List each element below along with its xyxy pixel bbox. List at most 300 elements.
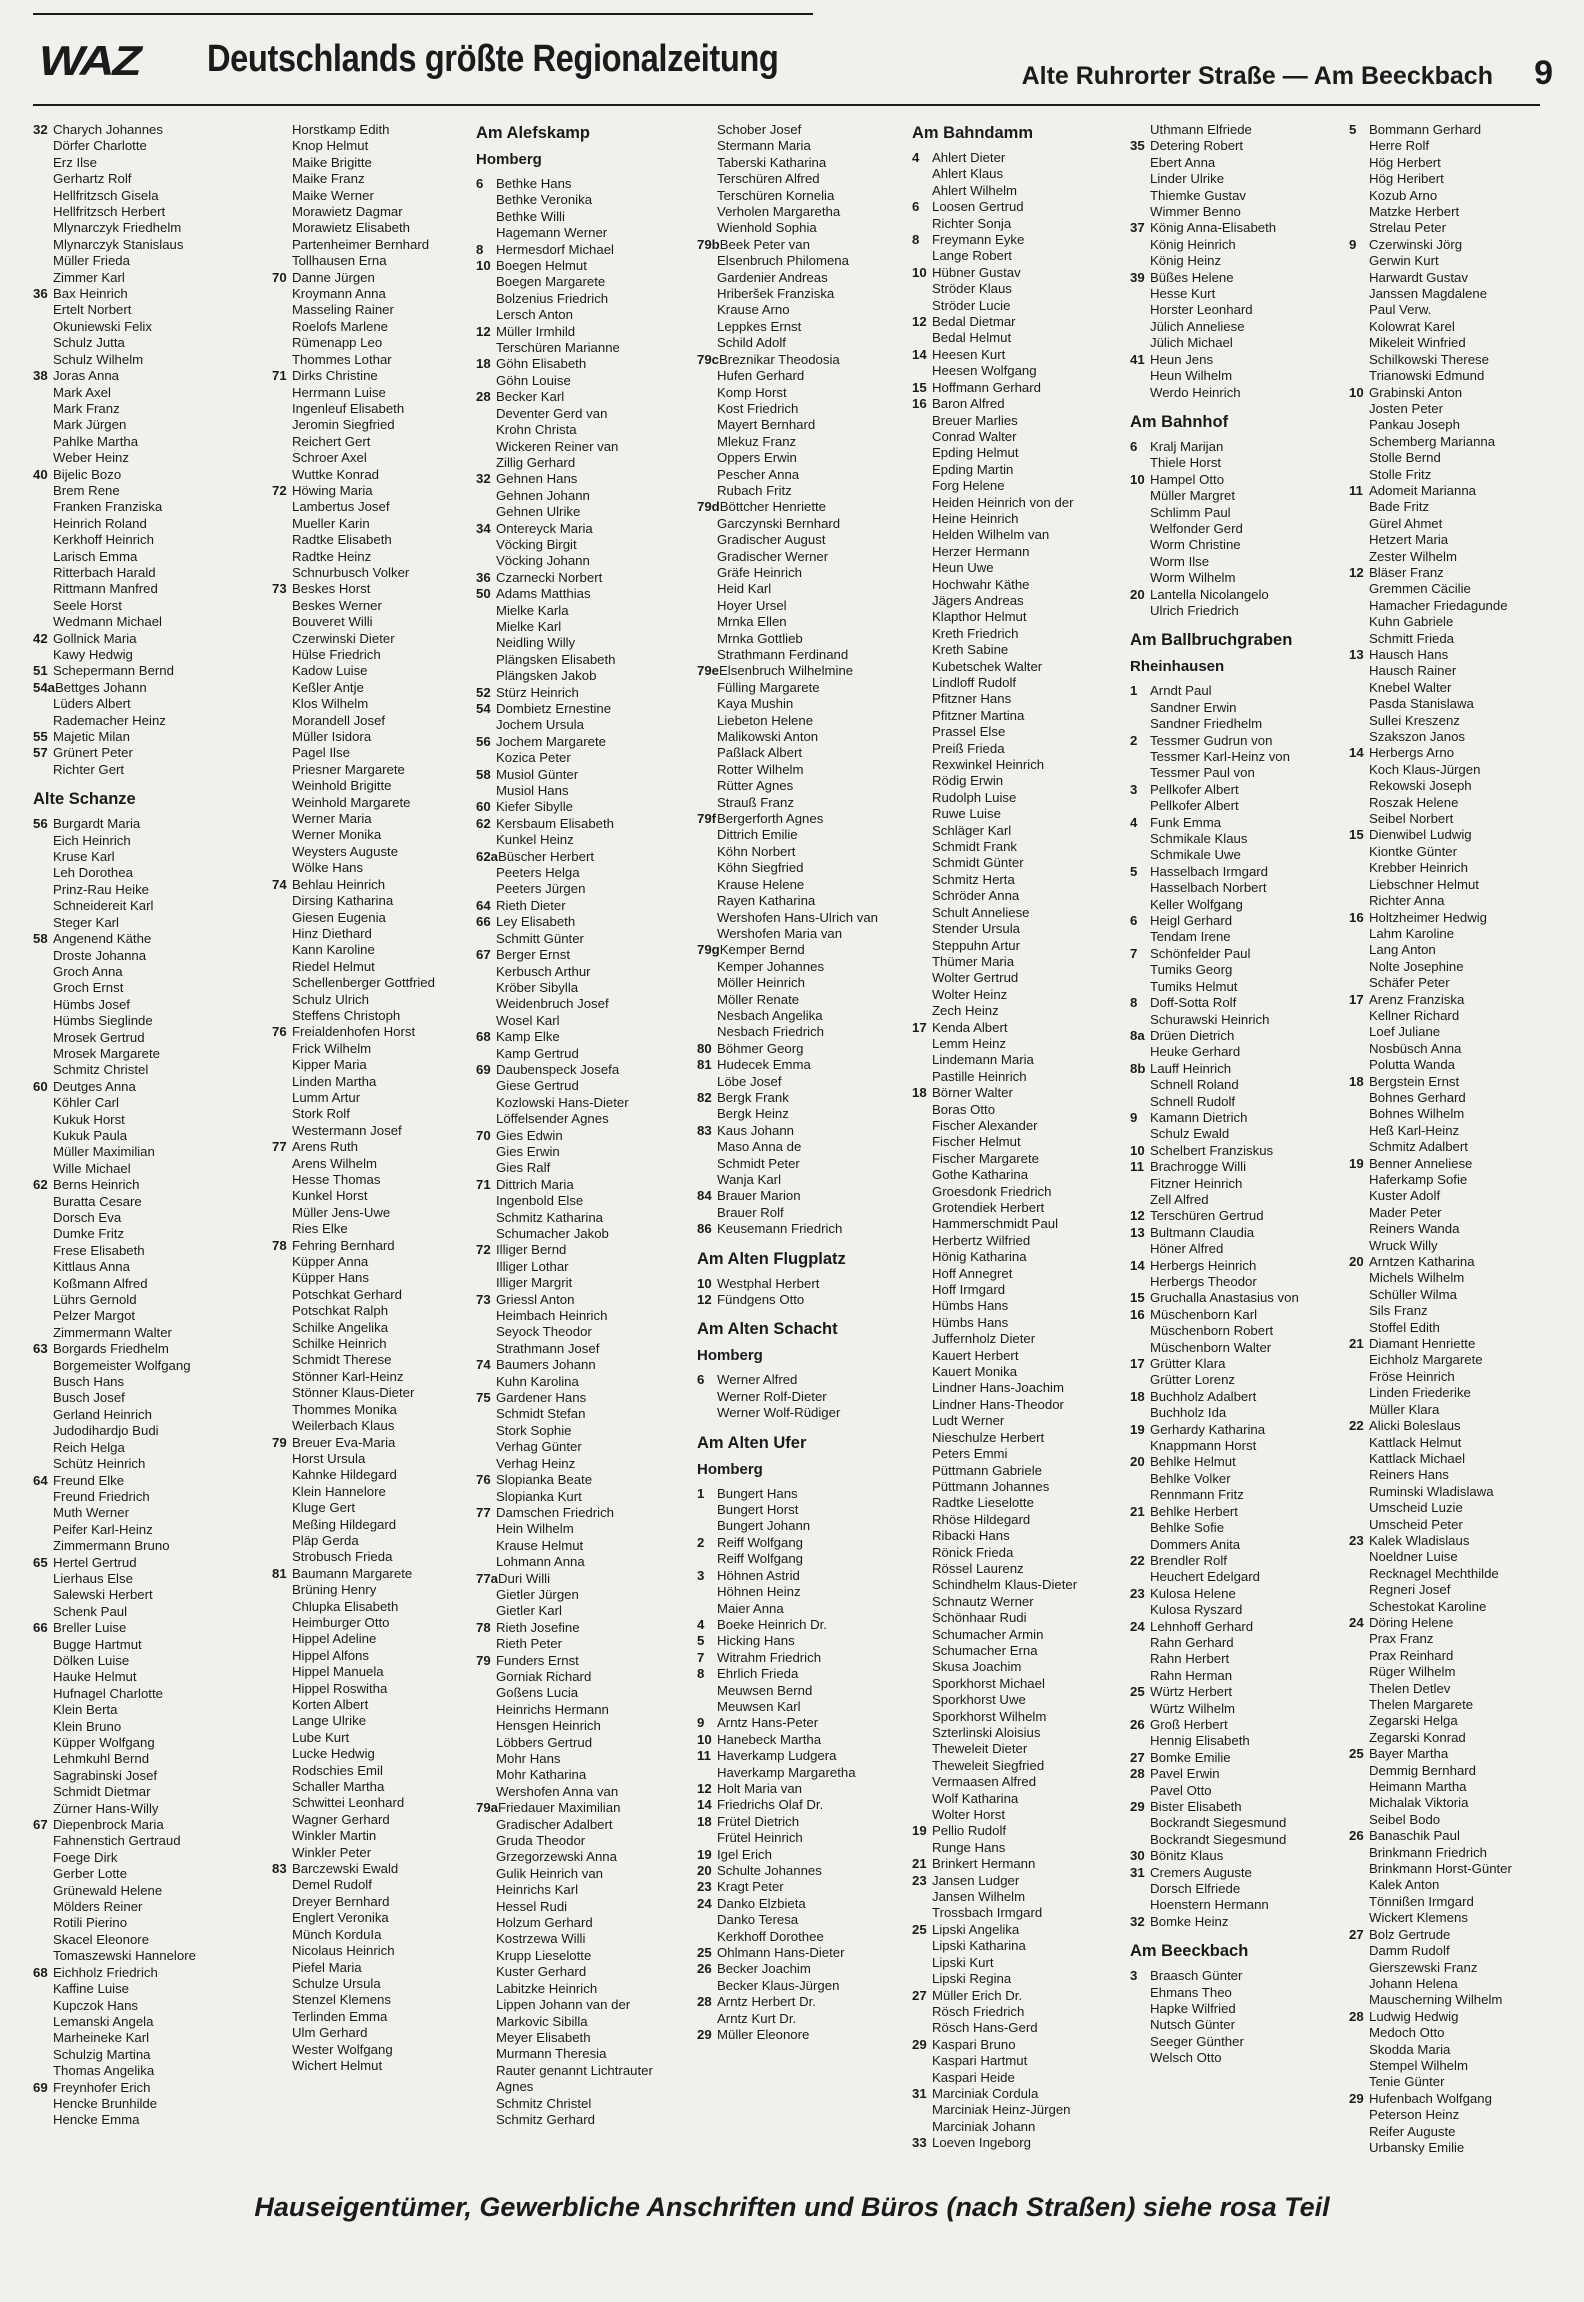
listing-row <box>1349 1976 1549 1992</box>
resident-name: Czerwinski Dieter <box>292 630 395 646</box>
resident-name: Keusemann Friedrich <box>717 1221 843 1237</box>
house-number: 35 <box>1130 138 1145 154</box>
house-number: 17 <box>1130 1356 1145 1372</box>
listing-row <box>476 1489 676 1505</box>
house-number: 83 <box>697 1122 712 1138</box>
house-number: 68 <box>33 1964 48 1980</box>
resident-name: Ribacki Hans <box>932 1528 1010 1544</box>
resident-name: Rieth Josefine <box>496 1619 580 1635</box>
resident-name: Charych Johannes <box>53 122 163 137</box>
resident-name: Dreyer Bernhard <box>292 1893 390 1909</box>
listing-row <box>33 898 248 914</box>
listing-row <box>476 1029 676 1045</box>
listing-row <box>33 450 248 466</box>
listing-row <box>912 1791 1107 1807</box>
house-number: 55 <box>33 729 48 745</box>
house-number: 10 <box>1130 471 1145 487</box>
listing-row <box>272 2042 462 2058</box>
listing-row <box>912 2053 1107 2069</box>
resident-name: Lange Ulrike <box>292 1713 367 1729</box>
listing-row <box>476 2063 676 2079</box>
listing-row <box>476 2096 676 2112</box>
column-2 <box>272 122 462 2074</box>
resident-name: Schmitz Christel <box>496 2095 592 2111</box>
listing-row <box>1130 368 1330 384</box>
resident-name: Judodihardjo Budi <box>53 1423 159 1439</box>
listing-row <box>697 1978 917 1994</box>
listing-row <box>476 1718 676 1734</box>
resident-name: Schmidt Frank <box>932 839 1018 855</box>
resident-name: Mikeleit Winfried <box>1369 335 1466 351</box>
listing-row <box>272 1238 462 1254</box>
resident-name: Gardenier Andreas <box>717 269 828 285</box>
resident-name: Fündgens Otto <box>717 1292 805 1308</box>
listing-row <box>912 970 1107 986</box>
resident-name: Kukuk Horst <box>53 1111 125 1127</box>
house-number: 21 <box>1130 1503 1145 1519</box>
resident-name: Pavel Otto <box>1150 1782 1212 1798</box>
house-number: 82 <box>697 1089 712 1105</box>
resident-name: Schwittei Leonhard <box>292 1795 405 1811</box>
listing-row <box>1130 1968 1330 1984</box>
resident-name: Krause Helene <box>717 876 805 892</box>
listing-row <box>912 199 1107 215</box>
resident-name: Wolter Heinz <box>932 986 1008 1002</box>
resident-name: Arntzen Katharina <box>1369 1254 1475 1270</box>
listing-row <box>1349 302 1549 318</box>
house-number: 8 <box>912 232 920 248</box>
resident-name: Rubach Fritz <box>717 482 792 498</box>
listing-row <box>912 1676 1107 1692</box>
listing-row <box>476 1603 676 1619</box>
listing-row <box>697 1389 917 1405</box>
listing-row <box>1130 171 1330 187</box>
listing-row <box>272 565 462 581</box>
resident-name: Seibel Norbert <box>1369 811 1454 827</box>
street-heading: Am Alefskamp <box>476 124 591 142</box>
listing-row <box>476 1653 676 1669</box>
house-number: 79 <box>272 1434 287 1450</box>
resident-name: Illiger Bernd <box>496 1242 567 1258</box>
listing-row <box>1130 1985 1330 2001</box>
listing-row <box>272 1385 462 1401</box>
listing-row <box>476 1046 676 1062</box>
resident-name: Behlke Sofie <box>1150 1520 1225 1536</box>
listing-row <box>912 1413 1107 1429</box>
listing-row <box>476 1390 676 1406</box>
resident-name: Ludt Werner <box>932 1413 1005 1429</box>
listing-row <box>697 1847 917 1863</box>
listing-row <box>33 980 248 996</box>
resident-name: Ludwig Hedwig <box>1369 2008 1459 2024</box>
listing-row <box>272 1910 462 1926</box>
listing-row <box>697 1666 917 1682</box>
resident-name: Höwing Maria <box>292 482 373 498</box>
house-number: 18 <box>1349 1073 1364 1089</box>
resident-name: Hümbs Hans <box>932 1298 1009 1314</box>
listing-row <box>912 921 1107 937</box>
resident-name: Marheineke Karl <box>53 2030 150 2046</box>
listing-row <box>476 1160 676 1176</box>
listing-row <box>1349 1648 1549 1664</box>
listing-row <box>697 860 917 876</box>
resident-name: Holzum Gerhard <box>496 1915 593 1931</box>
listing-row <box>1130 302 1330 318</box>
house-number: 19 <box>1130 1421 1145 1437</box>
listing-row <box>33 849 248 865</box>
listing-row <box>912 1659 1107 1675</box>
listing-row <box>1130 1914 1330 1930</box>
listing-row <box>697 877 917 893</box>
resident-name: Schober Josef <box>717 122 802 137</box>
listing-row <box>1349 942 1549 958</box>
resident-name: Kellner Richard <box>1369 1007 1460 1023</box>
listing-row <box>912 1758 1107 1774</box>
listing-row <box>33 401 248 417</box>
resident-name: Stoffel Edith <box>1369 1319 1440 1335</box>
resident-name: Slopianka Beate <box>496 1472 593 1488</box>
resident-name: Bouveret Willi <box>292 614 373 630</box>
resident-name: Meuwsen Karl <box>717 1698 801 1714</box>
listing-row <box>1349 910 1549 926</box>
resident-name: Priesner Margarete <box>292 761 405 777</box>
resident-name: Funk Emma <box>1150 814 1222 830</box>
listing-row <box>33 1784 248 1800</box>
listing-row <box>1130 1176 1330 1192</box>
listing-row <box>1349 1631 1549 1647</box>
resident-name: Arndt Paul <box>1150 683 1212 699</box>
listing-row <box>1349 1533 1549 1549</box>
resident-name: Knop Helmut <box>292 138 369 154</box>
street-heading: Am Bahnhof <box>1130 412 1229 431</box>
listing-row <box>1349 434 1549 450</box>
listing-row <box>33 1473 248 1489</box>
resident-name: Kozub Arno <box>1369 187 1438 203</box>
resident-name: Becker Karl <box>496 389 565 405</box>
resident-name: Maier Anna <box>717 1600 784 1616</box>
resident-name: Zimmer Karl <box>53 269 125 285</box>
listing-row <box>272 1599 462 1615</box>
resident-name: Grünewald Helene <box>53 1882 163 1898</box>
listing-row <box>697 467 917 483</box>
listing-row <box>1349 2042 1549 2058</box>
house-number: 79 <box>476 1652 491 1668</box>
resident-name: Trossbach Irmgard <box>932 1905 1043 1921</box>
listing-row <box>1130 749 1330 765</box>
resident-name: Schumacher Armin <box>932 1626 1044 1642</box>
listing-row <box>33 2063 248 2079</box>
house-number: 18 <box>1130 1388 1145 1404</box>
resident-name: Markovic Sibilla <box>496 2013 588 2029</box>
resident-name: Arntz Kurt Dr. <box>717 2010 797 2026</box>
listing-row <box>1130 220 1330 236</box>
listing-row <box>476 1292 676 1308</box>
resident-name: Lohmann Anna <box>496 1554 585 1570</box>
resident-name: Kaspari Heide <box>932 2069 1015 2085</box>
resident-name: Kuster Gerhard <box>496 1964 587 1980</box>
resident-name: Cremers Auguste <box>1150 1864 1252 1880</box>
listing-row <box>1349 1106 1549 1122</box>
listing-row <box>1130 733 1330 749</box>
listing-row <box>476 455 676 471</box>
resident-name: Labitzke Heinrich <box>496 1980 598 1996</box>
listing-row <box>476 1735 676 1751</box>
listing-row <box>697 1074 917 1090</box>
listing-row <box>33 270 248 286</box>
resident-name: Bolzenius Friedrich <box>496 290 609 306</box>
listing-row <box>476 931 676 947</box>
listing-row <box>1130 1241 1330 1257</box>
resident-name: Borgemeister Wolfgang <box>53 1357 191 1373</box>
listing-row <box>272 1976 462 1992</box>
house-number: 10 <box>476 258 491 274</box>
resident-name: Prassel Else <box>932 724 1006 740</box>
resident-name: Kaus Johann <box>717 1122 794 1138</box>
listing-row <box>1130 798 1330 814</box>
house-number: 63 <box>33 1341 48 1357</box>
listing-row <box>912 659 1107 675</box>
listing-row <box>1349 663 1549 679</box>
house-number: 12 <box>1130 1208 1145 1224</box>
resident-name: Schmidt Günter <box>932 855 1024 871</box>
listing-row <box>1349 1369 1549 1385</box>
resident-name: Hoffmann Gerhard <box>932 379 1041 395</box>
resident-name: Schroer Axel <box>292 450 367 466</box>
resident-name: Dirks Christine <box>292 368 378 384</box>
resident-name: Rieth Peter <box>496 1636 562 1652</box>
listing-row <box>912 429 1107 445</box>
house-number: 81 <box>272 1565 287 1581</box>
listing-row <box>33 614 248 630</box>
listing-row <box>1349 581 1549 597</box>
listing-row <box>912 1938 1107 1954</box>
house-number: 9 <box>1130 1109 1138 1125</box>
listing-row <box>912 511 1107 527</box>
resident-name: Busch Hans <box>53 1374 125 1390</box>
resident-name: Mlekuz Franz <box>717 433 797 449</box>
listing-row <box>912 1036 1107 1052</box>
listing-row <box>476 422 676 438</box>
listing-row <box>272 975 462 991</box>
listing-row <box>272 647 462 663</box>
listing-row <box>697 1405 917 1421</box>
resident-name: Schurawski Heinrich <box>1150 1011 1270 1027</box>
listing-row <box>272 631 462 647</box>
resident-name: Slopianka Kurt <box>496 1488 582 1504</box>
listing-row <box>1349 138 1549 154</box>
listing-row <box>476 1554 676 1570</box>
listing-row <box>272 1927 462 1943</box>
resident-name: Ahlert Wilhelm <box>932 182 1018 198</box>
resident-name: Behlke Helmut <box>1150 1454 1236 1470</box>
resident-name: Schütz Heinrich <box>53 1456 146 1472</box>
listing-row <box>912 1069 1107 1085</box>
resident-name: Griessl Anton <box>496 1291 575 1307</box>
listing-row <box>476 799 676 815</box>
listing-row <box>912 872 1107 888</box>
resident-name: Breuer Eva-Maria <box>292 1434 396 1450</box>
resident-name: Jeromin Siegfried <box>292 417 395 433</box>
listing-row <box>476 832 676 848</box>
listing-row <box>912 216 1107 232</box>
resident-name: Würtz Herbert <box>1150 1684 1233 1700</box>
listing-row <box>272 1582 462 1598</box>
listing-row <box>1349 1763 1549 1779</box>
listing-row <box>697 1502 917 1518</box>
listing-row <box>272 696 462 712</box>
listing-row <box>33 631 248 647</box>
listing-row <box>912 1151 1107 1167</box>
listing-row <box>1349 1566 1549 1582</box>
resident-name: Löbe Josef <box>717 1073 782 1089</box>
listing-row <box>912 1463 1107 1479</box>
listing-row <box>272 1270 462 1286</box>
resident-name: Kiefer Sibylle <box>496 799 573 815</box>
listing-row <box>476 717 676 733</box>
resident-name: Mlynarczyk Stanislaus <box>53 236 184 252</box>
listing-row <box>697 434 917 450</box>
listing-row <box>1130 1405 1330 1421</box>
listing-row <box>272 1648 462 1664</box>
resident-name: Koßmann Alfred <box>53 1275 148 1291</box>
listing-row <box>476 767 676 783</box>
street-heading: Alte Schanze <box>33 790 136 809</box>
listing-row <box>697 171 917 187</box>
resident-name: Pankau Joseph <box>1369 417 1460 433</box>
resident-name: Epding Martin <box>932 461 1014 477</box>
listing-row <box>912 2135 1107 2151</box>
resident-name: Buchholz Ida <box>1150 1405 1227 1421</box>
resident-name: Janssen Magdalene <box>1369 286 1488 302</box>
listing-row <box>272 155 462 171</box>
listing-row <box>1130 1865 1330 1881</box>
listing-row <box>33 1850 248 1866</box>
listing-row <box>1130 2017 1330 2033</box>
listing-row <box>33 532 248 548</box>
listing-row <box>476 2112 676 2128</box>
listing-row <box>33 1095 248 1111</box>
listing-row <box>697 1896 917 1912</box>
resident-name: Paul Verw. <box>1369 302 1432 318</box>
resident-name: Grotendiek Herbert <box>932 1200 1045 1215</box>
resident-name: Foege Dirk <box>53 1849 118 1865</box>
listing-row <box>1349 467 1549 483</box>
resident-name: Fischer Margarete <box>932 1150 1040 1166</box>
listing-row <box>272 1845 462 1861</box>
house-number: 15 <box>1349 827 1364 843</box>
resident-name: Klein Bruno <box>53 1718 122 1734</box>
listing-row <box>697 1372 917 1388</box>
listing-row <box>33 1259 248 1275</box>
resident-name: Weidenbruch Josef <box>496 996 609 1012</box>
house-number: 32 <box>476 471 491 487</box>
resident-name: Richter Gert <box>53 761 125 777</box>
listing-row <box>272 1402 462 1418</box>
listing-row <box>1130 603 1330 619</box>
listing-row <box>1349 516 1549 532</box>
resident-name: Eichholz Margarete <box>1369 1352 1483 1368</box>
resident-name: Haverkamp Ludgera <box>717 1748 837 1764</box>
resident-name: Thiele Horst <box>1150 455 1222 471</box>
listing-row <box>476 1308 676 1324</box>
resident-name: Wickert Klemens <box>1369 1910 1468 1926</box>
resident-name: Köhn Siegfried <box>717 860 804 876</box>
listing-row <box>697 385 917 401</box>
listing-row <box>33 1177 248 1193</box>
house-number: 25 <box>912 1921 927 1937</box>
resident-name: Bockrandt Siegesmund <box>1150 1831 1287 1847</box>
resident-name: Brinkert Hermann <box>932 1856 1036 1872</box>
listing-row <box>1349 680 1549 696</box>
listing-row <box>33 1899 248 1915</box>
resident-name: Stempel Wilhelm <box>1369 2057 1468 2073</box>
resident-name: Rennmann Fritz <box>1150 1487 1244 1503</box>
listing-row <box>272 2025 462 2041</box>
resident-name: Bugge Hartmut <box>53 1636 142 1652</box>
listing-row <box>697 942 917 958</box>
resident-name: Damm Rudolf <box>1369 1943 1450 1959</box>
resident-name: Rudolph Luise <box>932 789 1017 805</box>
resident-name: König Heinz <box>1150 253 1222 269</box>
resident-name: Rittmann Manfred <box>53 581 158 597</box>
house-number: 24 <box>1130 1618 1145 1634</box>
house-number: 65 <box>33 1554 48 1570</box>
resident-name: Hagemann Werner <box>496 225 608 241</box>
resident-name: Stönner Klaus-Dieter <box>292 1385 415 1401</box>
house-number: 28 <box>697 1994 712 2010</box>
listing-row <box>912 1643 1107 1659</box>
resident-name: Strathmann Josef <box>496 1340 600 1356</box>
resident-name: Hönig Katharina <box>932 1249 1027 1265</box>
resident-name: Frese Elisabeth <box>53 1242 145 1258</box>
house-number: 62 <box>33 1177 48 1193</box>
listing-row <box>272 171 462 187</box>
resident-name: Dölken Luise <box>53 1652 130 1668</box>
listing-row <box>272 1631 462 1647</box>
listing-row <box>1130 253 1330 269</box>
listing-row <box>1130 286 1330 302</box>
resident-name: Trianowski Edmund <box>1369 368 1485 384</box>
resident-name: Müller Jens-Uwe <box>292 1204 391 1220</box>
listing-row <box>33 1751 248 1767</box>
listing-row <box>697 1090 917 1106</box>
house-number: 11 <box>1349 482 1363 498</box>
listing-row <box>272 1205 462 1221</box>
listing-row <box>1130 537 1330 553</box>
listing-row <box>1130 1569 1330 1585</box>
resident-name: Schmitz Gerhard <box>496 2111 595 2127</box>
house-number: 21 <box>1349 1336 1364 1352</box>
resident-name: Herrmann Luise <box>292 384 386 400</box>
resident-name: Salewski Herbert <box>53 1587 153 1603</box>
house-number: 22 <box>1130 1552 1145 1568</box>
resident-name: Mark Jürgen <box>53 417 127 433</box>
listing-row <box>1130 155 1330 171</box>
listing-row <box>697 1221 917 1237</box>
house-number: 77a <box>476 1570 499 1586</box>
page-header <box>33 22 1553 102</box>
resident-name: Prax Franz <box>1369 1631 1434 1647</box>
house-number: 8 <box>476 241 484 257</box>
resident-name: Lipski Angelika <box>932 1921 1020 1937</box>
listing-row <box>272 1763 462 1779</box>
listing-row <box>1130 1832 1330 1848</box>
resident-name: Freynhofer Erich <box>53 2079 151 2095</box>
listing-row <box>476 389 676 405</box>
house-number: 16 <box>912 396 927 412</box>
listing-row <box>912 380 1107 396</box>
listing-row <box>1349 778 1549 794</box>
